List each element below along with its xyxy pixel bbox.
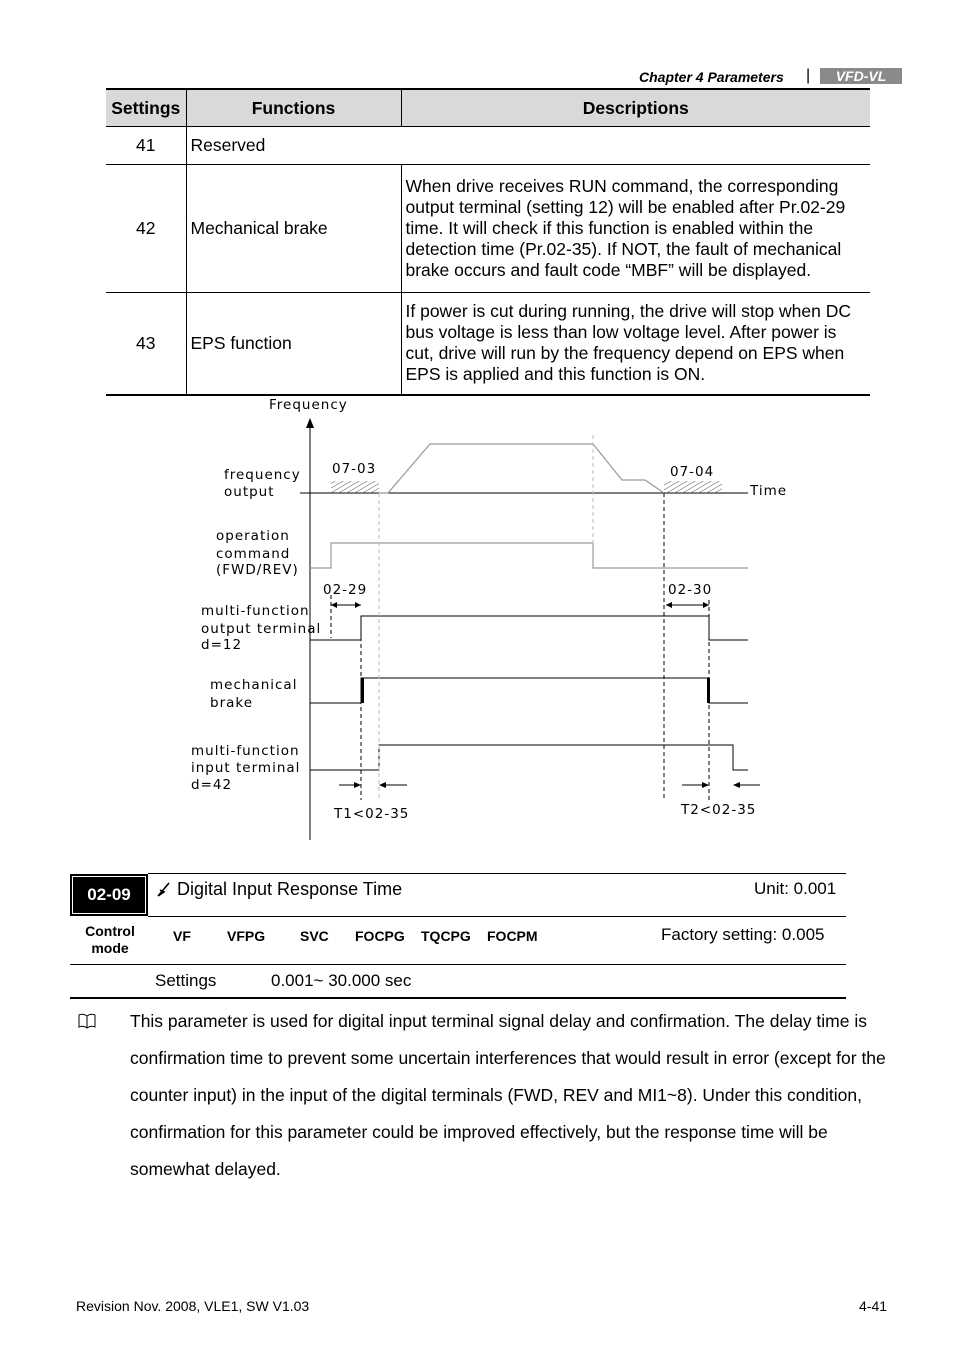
chapter-title: Chapter 4 Parameters xyxy=(639,69,784,85)
control-mode-label: Control mode xyxy=(85,923,135,956)
settings-table xyxy=(106,88,870,396)
mode-focpm: FOCPM xyxy=(487,928,538,944)
op-signal xyxy=(310,543,748,568)
marker-0230: 02-30 xyxy=(668,582,713,598)
hatch-0704 xyxy=(664,481,722,493)
marker-0703: 07-03 xyxy=(332,461,377,477)
divider xyxy=(148,916,846,917)
op-label-3: (FWD/REV) xyxy=(216,562,299,578)
mode-focpg: FOCPG xyxy=(355,928,405,944)
mfi-signal xyxy=(310,745,748,770)
mode-svc: SVC xyxy=(300,928,329,944)
function-cell: Reserved xyxy=(186,127,401,165)
vfd-vl-logo xyxy=(820,68,902,84)
settings-value: 0.001~ 30.000 sec xyxy=(271,971,412,990)
brake-signal xyxy=(310,678,748,703)
col-descriptions: Descriptions xyxy=(401,89,870,127)
table-header-row xyxy=(106,89,870,127)
settings-label: Settings xyxy=(155,971,217,990)
y-axis-arrow xyxy=(306,418,314,428)
mode-vf: VF xyxy=(173,928,191,944)
param-title: Digital Input Response Time xyxy=(177,879,403,899)
y-axis-label: Frequency xyxy=(269,397,348,413)
logo-text: VFD-VL xyxy=(835,68,887,84)
table-row xyxy=(106,165,870,293)
setting-cell: 41 xyxy=(106,127,186,165)
divider xyxy=(148,873,846,874)
x-axis-label: Time xyxy=(750,483,788,499)
mfo-label-3: d=12 xyxy=(201,637,243,653)
param-unit: Unit: 0.001 xyxy=(754,879,837,898)
mfi-label-2: input terminal xyxy=(191,760,301,776)
freq-label-1: frequency xyxy=(224,467,301,483)
param-description: This parameter is used for digital input terminal signal delay and confirmation. The delay time is confirmation time to prevent some uncertain interferences that would result in error (except for the counter input) in the input of the digital terminals (FWD, REV and MI1~8). Under this condition, confirmation for this parameter could be improved effectively, but the response time will be somewhat delayed. xyxy=(130,1011,886,1179)
mfo-label-1: multi-function xyxy=(201,603,310,619)
factory-setting: Factory setting: 0.005 xyxy=(661,925,825,944)
pen-icon xyxy=(155,880,173,898)
mfo-label-2: output terminal xyxy=(201,621,322,637)
setting-cell: 42 xyxy=(106,165,186,293)
timing-diagram xyxy=(180,395,788,845)
description-cell xyxy=(401,127,870,165)
op-label-1: operation xyxy=(216,528,290,544)
table-row xyxy=(106,127,870,165)
mfi-label-3: d=42 xyxy=(191,777,233,793)
book-icon xyxy=(78,1013,96,1029)
op-label-2: command xyxy=(216,546,291,562)
t1-label: T1<02-35 xyxy=(334,806,410,822)
table-row xyxy=(106,293,870,395)
description-cell: If power is cut during running, the drive will stop when DC bus voltage is less than low voltage level. After power is cut, drive will run by the frequency depend on EPS when EPS is applied and this function is ON. xyxy=(401,293,870,395)
mfi-label-1: multi-function xyxy=(191,743,300,759)
header-separator: | xyxy=(806,67,811,84)
mfo-signal xyxy=(310,616,748,640)
page-number: 4-41 xyxy=(859,1298,888,1314)
brake-label-1: mechanical xyxy=(210,677,298,693)
mode-tqcpg: TQCPG xyxy=(421,928,471,944)
param-code: 02-09 xyxy=(70,874,148,916)
brake-label-2: brake xyxy=(210,695,254,711)
freq-curve xyxy=(379,444,664,493)
footer-revision: Revision Nov. 2008, VLE1, SW V1.03 xyxy=(76,1298,310,1314)
col-functions: Functions xyxy=(186,89,401,127)
mode-vfpg: VFPG xyxy=(227,928,266,944)
hatch-0703 xyxy=(331,481,379,493)
marker-0229: 02-29 xyxy=(323,582,368,598)
marker-0704: 07-04 xyxy=(670,464,715,480)
function-cell: Mechanical brake xyxy=(186,165,401,293)
t2-label: T2<02-35 xyxy=(681,802,757,818)
freq-label-2: output xyxy=(224,484,275,500)
function-cell: EPS function xyxy=(186,293,401,395)
divider xyxy=(70,997,846,999)
description-cell: When drive receives RUN command, the corresponding output terminal (setting 12) will be enabled after Pr.02-29 time. It will check if this function is enabled within the detection time (Pr.02-35). If NOT, the fault of mechanical brake occurs and fault code “MBF” will be displayed. xyxy=(401,165,870,293)
col-settings: Settings xyxy=(106,89,186,127)
setting-cell: 43 xyxy=(106,293,186,395)
divider xyxy=(70,964,846,965)
